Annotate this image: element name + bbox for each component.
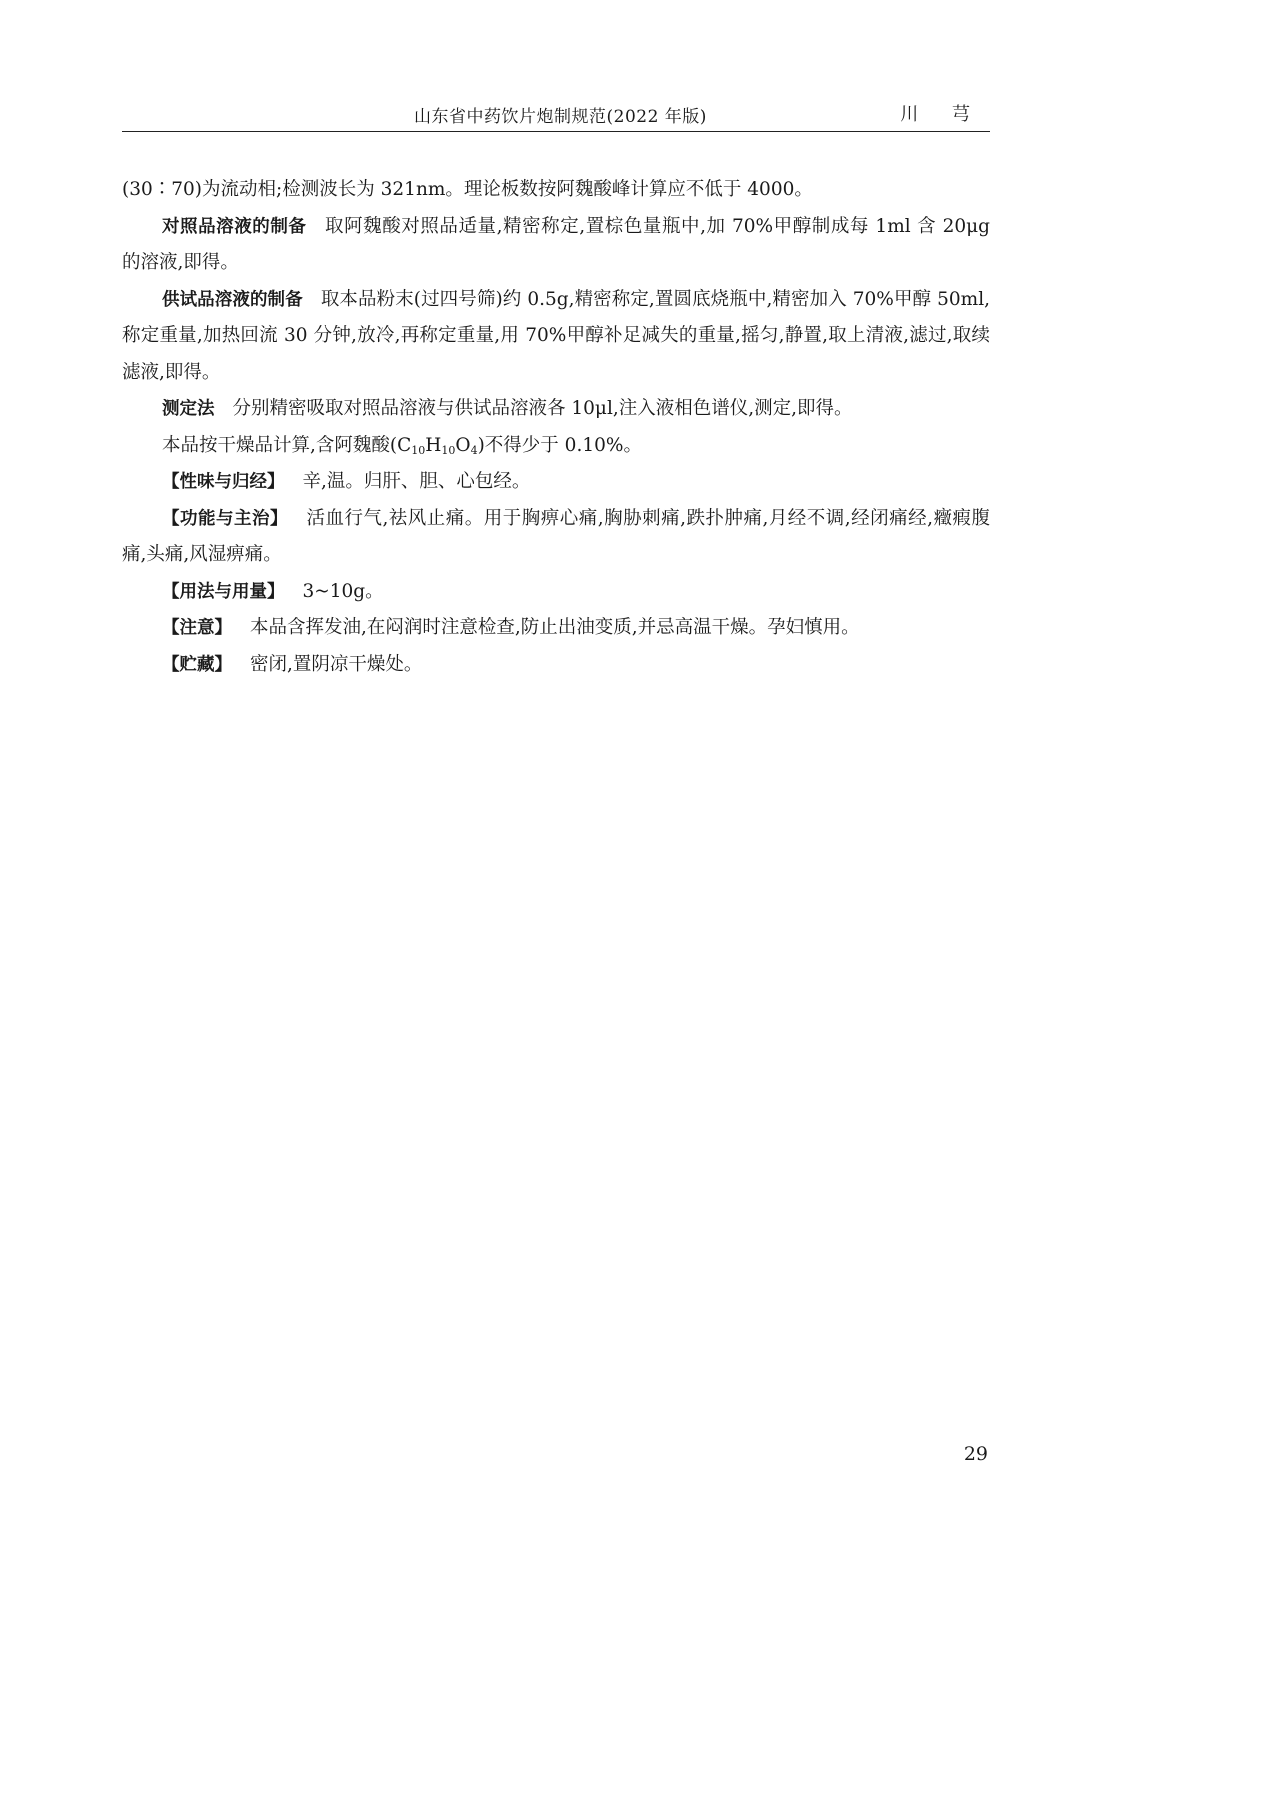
precautions-heading: 【注意】: [162, 618, 232, 638]
dosage-text: 3~10g。: [302, 580, 384, 602]
running-header: [122, 100, 990, 128]
book-title: 山东省中药饮片炮制规范(2022 年版): [414, 107, 707, 127]
paragraph-content-limit: 本品按干燥品计算,含阿魏酸$(C_{10}H_{10}O_4)$不得少于 0.10%。: [162, 434, 642, 457]
test-solution-heading: 供试品溶液的制备: [162, 289, 303, 310]
storage-text: 密闭,置阴凉干燥处。: [250, 653, 423, 675]
paragraph-property-meridian: [122, 464, 990, 501]
reference-solution-heading: 对照品溶液的制备: [162, 216, 307, 237]
precautions-text: 本品含挥发油,在闷润时注意检查,防止出油变质,并忌高温干燥。孕妇慎用。: [250, 617, 860, 638]
paragraph-reference-solution: [122, 209, 990, 282]
header-rule: [122, 131, 990, 132]
paragraph-dosage: [122, 574, 990, 611]
paragraph-test-solution: [122, 282, 990, 392]
storage-heading: 【贮藏】: [162, 654, 232, 675]
property-meridian-heading: 【性味与归经】: [162, 472, 285, 492]
paragraph-mobile-phase: (30∶70)为流动相;检测波长为 321nm。理论板数按阿魏酸峰计算应不低于 4000。: [122, 179, 813, 200]
page-number: 29: [963, 1443, 988, 1465]
paragraph-storage: [122, 647, 990, 684]
function-indication-text: 活血行气,祛风止痛。用于胸痹心痛,胸胁刺痛,跌扑肿痛,月经不调,经闭痛经,癥瘕腹痛,头痛,风湿痹痛。: [122, 507, 991, 565]
paragraph-procedure: [122, 391, 990, 428]
section-title: 川 芎: [900, 104, 984, 125]
procedure-text: 分别精密吸取对照品溶液与供试品溶液各 10μl,注入液相色谱仪,测定,即得。: [232, 398, 853, 419]
procedure-heading: 测定法: [162, 399, 215, 419]
reference-solution-text: 取阿魏酸对照品适量,精密称定,置棕色量瓶中,加 70%甲醇制成每 1ml 含 20μg 的溶液,即得。: [122, 215, 991, 273]
property-meridian-text: 辛,温。归肝、胆、心包经。: [302, 471, 531, 492]
paragraph-precautions: [122, 610, 990, 647]
test-solution-text: 取本品粉末(过四号筛)约 0.5g,精密称定,置圆底烧瓶中,精密加入 70%甲醇 50ml,称定重量,加热回流 30 分钟,放冷,再称定重量,用 70%甲醇补足减失的重量,摇匀,静置,取上清液,滤过,取续滤液,即得。: [122, 288, 991, 383]
function-indication-heading: 【功能与主治】: [162, 508, 288, 529]
dosage-heading: 【用法与用量】: [162, 581, 285, 602]
document-body: [122, 172, 990, 683]
paragraph-function-indication: [122, 501, 990, 574]
